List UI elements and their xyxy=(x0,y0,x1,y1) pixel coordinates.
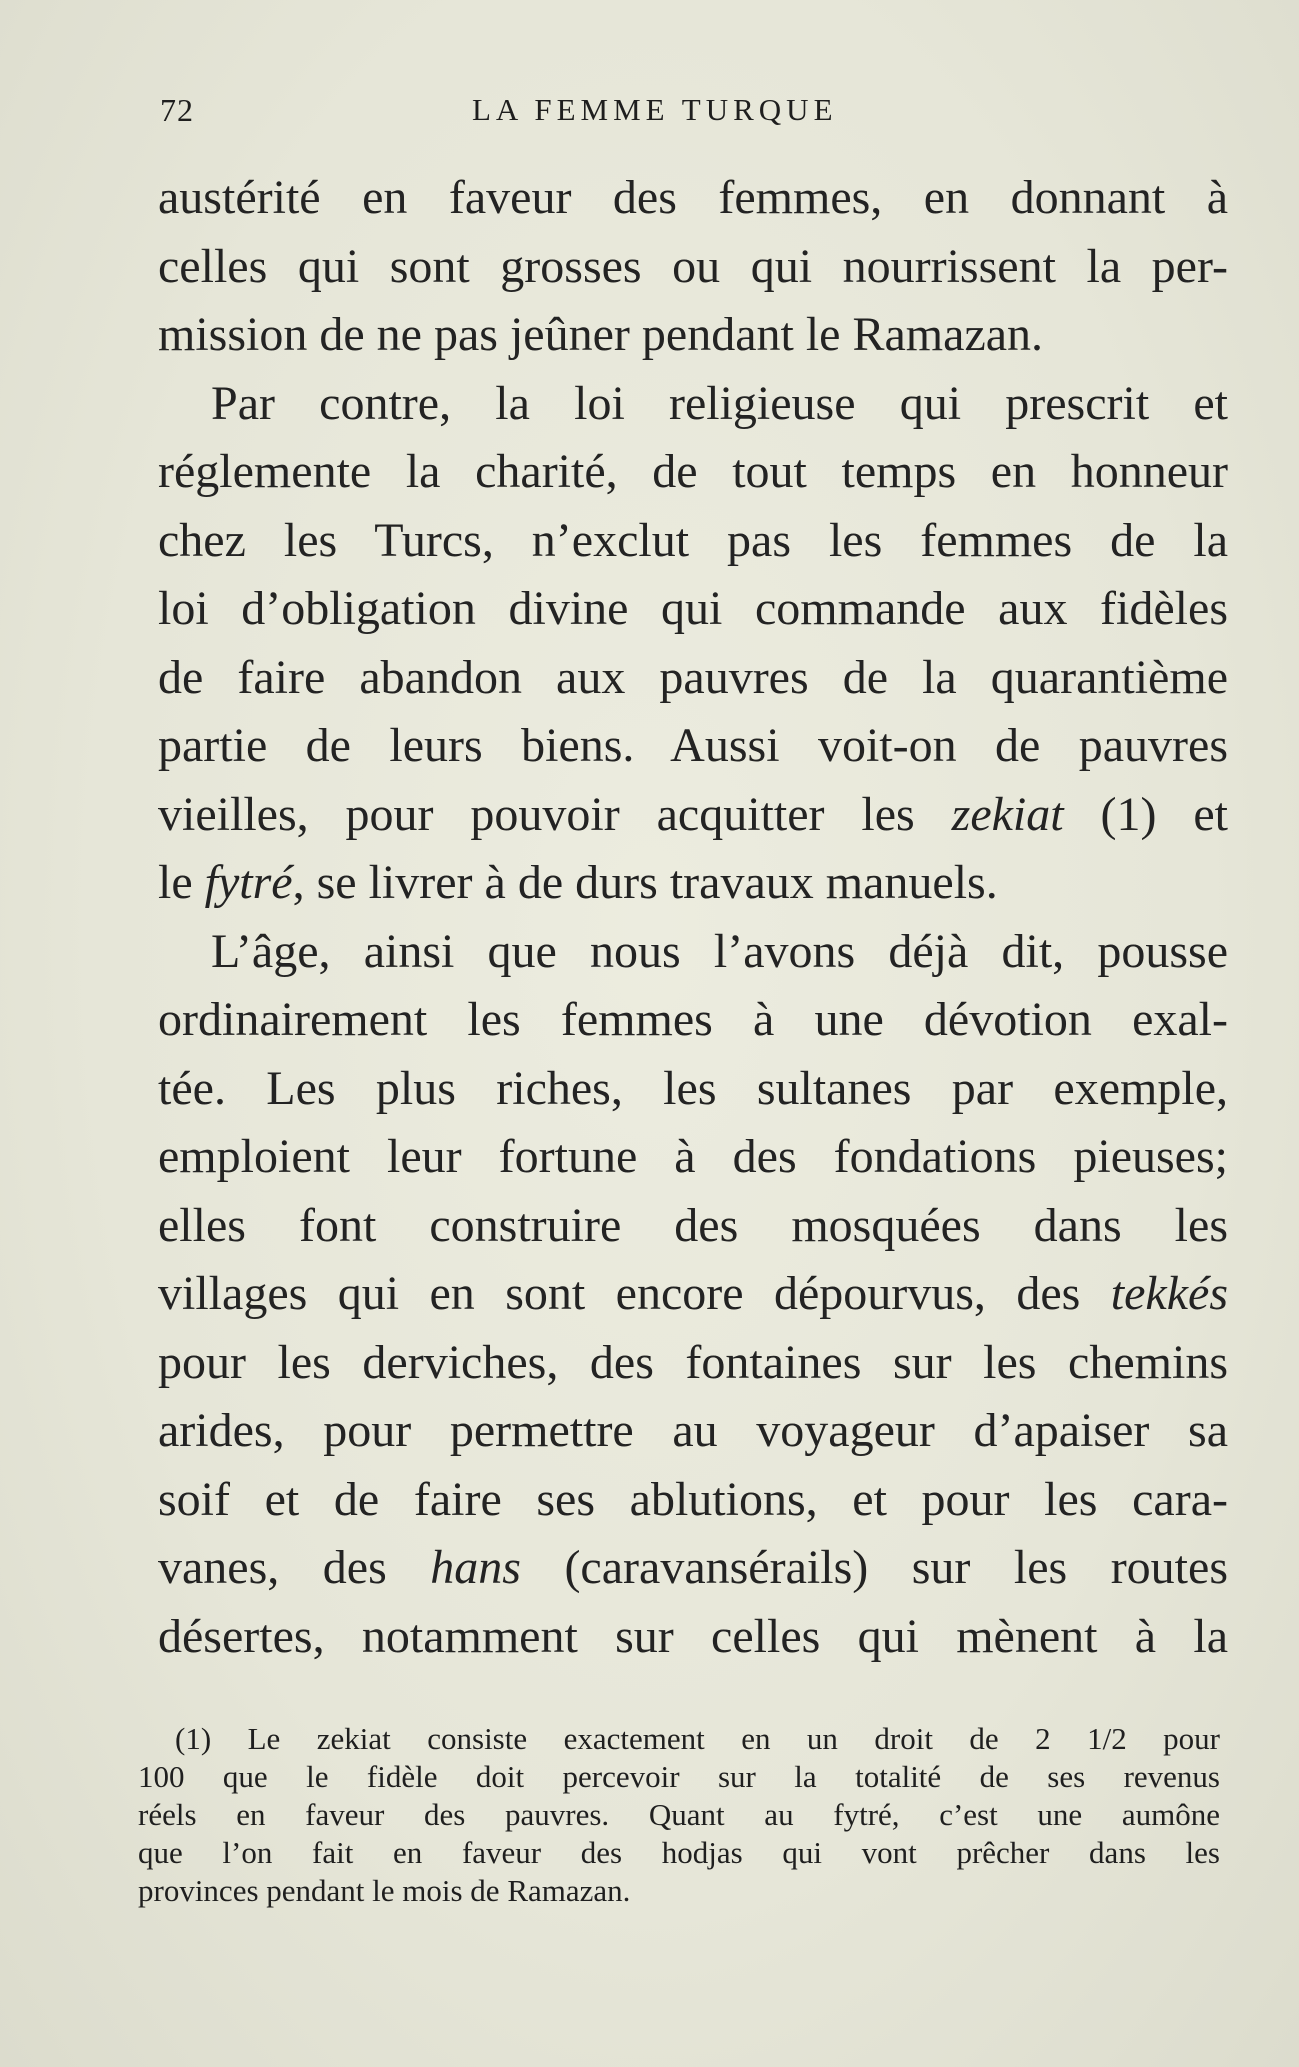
body-text xyxy=(158,164,1228,1671)
text-line: celles qui sont grosses ou qui nourrissent la per- xyxy=(158,239,1228,293)
italic-term: zekiat xyxy=(951,787,1064,841)
line-text: (1) et xyxy=(1063,787,1229,841)
text-line: 100 que le fidèle doit percevoir sur la totalité de ses revenus xyxy=(138,1759,1220,1794)
text-line: provinces pendant le mois de Ramazan. xyxy=(138,1873,631,1908)
page-number: 72 xyxy=(160,92,194,128)
text-line: de faire abandon aux pauvres de la quarantième xyxy=(158,650,1228,704)
text-line: désertes, notamment sur celles qui mènent à la xyxy=(158,1609,1228,1663)
text-line xyxy=(158,1534,1228,1603)
page-header xyxy=(160,92,930,132)
text-line xyxy=(158,781,1228,850)
italic-term: fytré xyxy=(204,856,293,909)
text-line: tée. Les plus riches, les sultanes par exemple, xyxy=(158,1061,1228,1115)
text-line: elles font construire des mosquées dans les xyxy=(158,1198,1228,1252)
text-line: mission de ne pas jeûner pendant le Ramazan. xyxy=(158,308,1044,361)
line-text: le xyxy=(158,856,205,909)
text-line xyxy=(158,1260,1228,1329)
text-line: arides, pour permettre au voyageur d’apaiser sa xyxy=(158,1404,1228,1457)
line-text: , se livrer à de durs travaux manuels. xyxy=(292,856,998,909)
text-line: ordinairement les femmes à une dévotion exal- xyxy=(158,993,1228,1046)
running-head: LA FEMME TURQUE xyxy=(472,92,838,127)
text-line: partie de leurs biens. Aussi voit-on de pauvres xyxy=(158,719,1228,772)
text-line xyxy=(158,849,1228,918)
text-line: soif et de faire ses ablutions, et pour les cara- xyxy=(158,1472,1228,1526)
text-line: austérité en faveur des femmes, en donnant à xyxy=(158,171,1228,224)
text-line: loi d’obligation divine qui commande aux fidèles xyxy=(158,582,1228,635)
line-text: vanes, des xyxy=(158,1541,431,1594)
italic-term: hans xyxy=(430,1541,521,1594)
line-text: villages qui en sont encore dépourvus, des xyxy=(158,1267,1111,1320)
italic-term: tekkés xyxy=(1110,1267,1228,1320)
text-line: que l’on fait en faveur des hodjas qui vont prêcher dans les xyxy=(138,1835,1220,1870)
text-line: emploient leur fortune à des fondations pieuses; xyxy=(158,1130,1228,1183)
text-line: Par contre, la loi religieuse qui prescrit et xyxy=(211,376,1228,430)
text-line: réels en faveur des pauvres. Quant au fytré, c’est une aumône xyxy=(138,1797,1220,1832)
text-line: (1) Le zekiat consiste exactement en un droit de 2 1/2 pour xyxy=(175,1721,1220,1756)
line-text: vieilles, pour pouvoir acquitter les xyxy=(158,787,952,841)
text-line: réglemente la charité, de tout temps en honneur xyxy=(158,445,1228,498)
line-text: (caravansérails) sur les routes xyxy=(520,1541,1228,1594)
text-line: L’âge, ainsi que nous l’avons déjà dit, pousse xyxy=(211,924,1228,978)
text-line: pour les derviches, des fontaines sur les chemins xyxy=(158,1335,1228,1389)
footnote xyxy=(138,1720,1220,1910)
text-line: chez les Turcs, n’exclut pas les femmes de la xyxy=(158,513,1228,567)
